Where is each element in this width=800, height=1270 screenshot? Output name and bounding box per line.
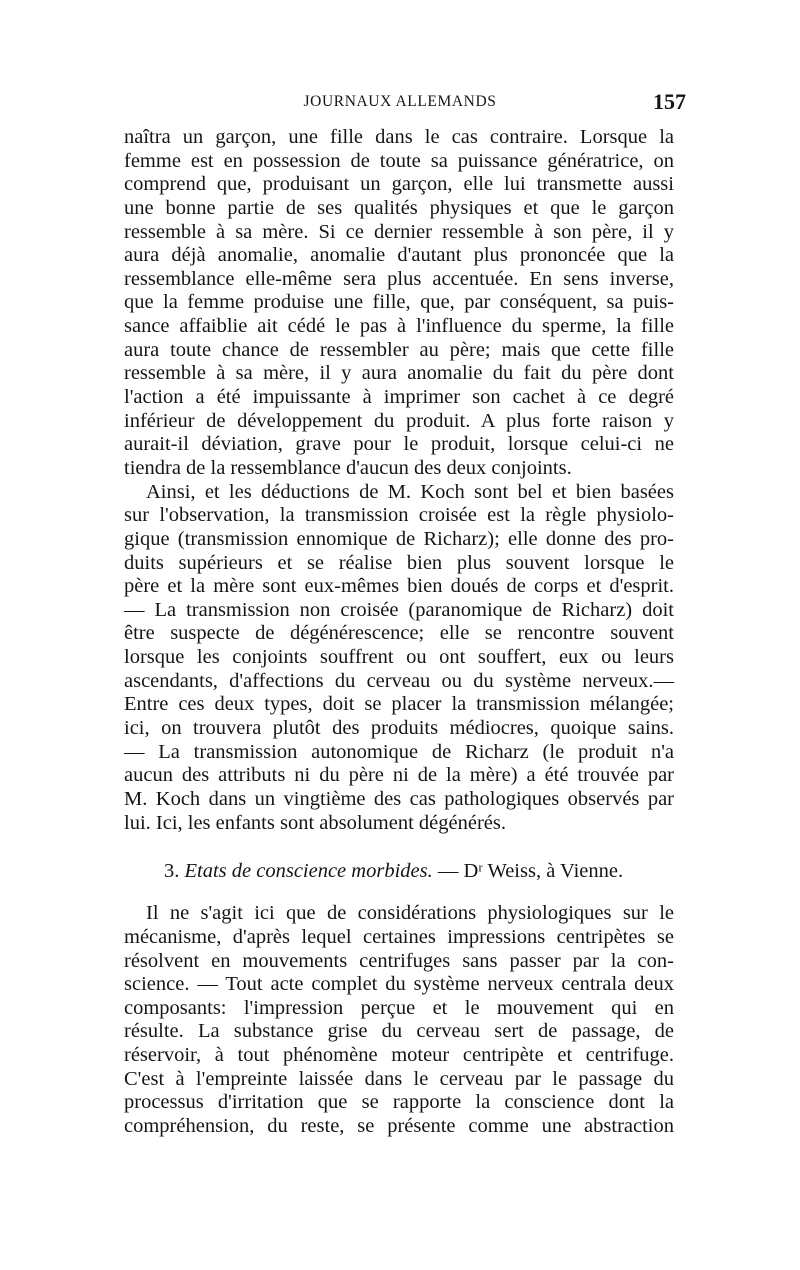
text-line: mécanisme, d'après lequel certaines impressions centripètes se (124, 925, 674, 948)
text-line: — La transmission autonomique de Richarz (le produit n'a (124, 740, 674, 763)
section-author: — Dʳ Weiss, à Vienne. (437, 860, 624, 883)
section-title: Etats de conscience morbides. (184, 860, 433, 883)
text-line: composants: l'impression perçue et le mouvement qui en (124, 996, 674, 1019)
text-line: sur l'observation, la transmission croisée est la règle physiolo- (124, 504, 674, 527)
text-line: que la femme produise une fille, que, par conséquent, sa puis- (124, 291, 674, 314)
paragraph-3 (124, 902, 674, 1138)
text-line: femme est en possession de toute sa puissance génératrice, on (124, 149, 674, 172)
page-number: 157 (653, 89, 686, 114)
text-line: aurait-il déviation, grave pour le produit, lorsque celui-ci ne (124, 433, 674, 456)
text-line: résulte. La substance grise du cerveau sert de passage, de (124, 1020, 674, 1043)
paragraph-2 (124, 481, 674, 836)
text-line: compréhension, du reste, se présente comme une abstraction (124, 1114, 674, 1137)
text-line: Il ne s'agit ici que de considérations physiologiques sur le (146, 902, 674, 925)
text-line: inférieur de développement du produit. A plus forte raison y (124, 409, 674, 432)
text-line: aura déjà anomalie, anomalie d'autant plus prononcée que la (124, 244, 674, 267)
text-line: être suspecte de dégénérescence; elle se rencontre souvent (124, 622, 674, 645)
text-line: aucun des attributs ni du père ni de la mère) a été trouvée par (124, 764, 674, 787)
text-line: duits supérieurs et se réalise bien plus souvent lorsque le (124, 551, 674, 574)
text-line: réservoir, à tout phénomène moteur centripète et centrifuge. (124, 1044, 674, 1067)
text-line: science. — Tout acte complet du système nerveux centrala deux (124, 973, 674, 996)
running-head (120, 89, 686, 117)
text-line: — La transmission non croisée (paranomique de Richarz) doit (124, 598, 674, 621)
text-body (124, 126, 674, 1139)
text-line: M. Koch dans un vingtième des cas pathologiques observés par (124, 787, 674, 810)
text-line: comprend que, produisant un garçon, elle lui transmette aussi (124, 173, 674, 196)
text-line: ici, on trouvera plutôt des produits médiocres, quoique sains. (124, 717, 674, 740)
text-line: ressemblance elle-même sera plus accentuée. En sens inverse, (124, 267, 674, 290)
text-line: Entre ces deux types, doit se placer la transmission mélangée; (124, 693, 674, 716)
text-line: ressemble à sa mère. Si ce dernier ressemble à son père, il y (124, 220, 674, 243)
section-number: 3. (164, 860, 180, 883)
text-line: lui. Ici, les enfants sont absolument dégénérés. (124, 811, 506, 834)
running-title: JOURNAUX ALLEMANDS (303, 93, 497, 110)
text-line: tiendra de la ressemblance d'aucun des deux conjoints. (124, 456, 572, 479)
text-line: Ainsi, et les déductions de M. Koch sont bel et bien basées (146, 480, 674, 503)
paragraph-1 (124, 126, 674, 481)
text-line: aura toute chance de ressembler au père; mais que cette fille (124, 338, 674, 361)
text-line: gique (transmission ennomique de Richarz); elle donne des pro- (124, 527, 674, 550)
text-line: l'action a été impuissante à imprimer son cachet à ce degré (124, 386, 674, 409)
text-line: naîtra un garçon, une fille dans le cas contraire. Lorsque la (124, 126, 674, 148)
text-line: ressemble à sa mère, il y aura anomalie du fait du père dont (124, 362, 674, 385)
text-line: sance affaiblie ait cédé le pas à l'influence du sperme, la fille (124, 315, 674, 338)
text-line: père et la mère sont eux-mêmes bien doués de corps et d'esprit. (124, 575, 674, 598)
text-line: processus d'irritation que se rapporte la conscience dont la (124, 1091, 674, 1114)
text-line: ascendants, d'affections du cerveau ou du système nerveux.— (124, 669, 674, 692)
section-heading (124, 859, 674, 883)
text-line: une bonne partie de ses qualités physiques et que le garçon (124, 196, 674, 219)
text-line: lorsque les conjoints souffrent ou ont souffert, eux ou leurs (124, 646, 674, 669)
text-line: résolvent en mouvements centrifuges sans passer par la con- (124, 949, 674, 972)
text-line: C'est à l'empreinte laissée dans le cerveau par le passage du (124, 1067, 674, 1090)
